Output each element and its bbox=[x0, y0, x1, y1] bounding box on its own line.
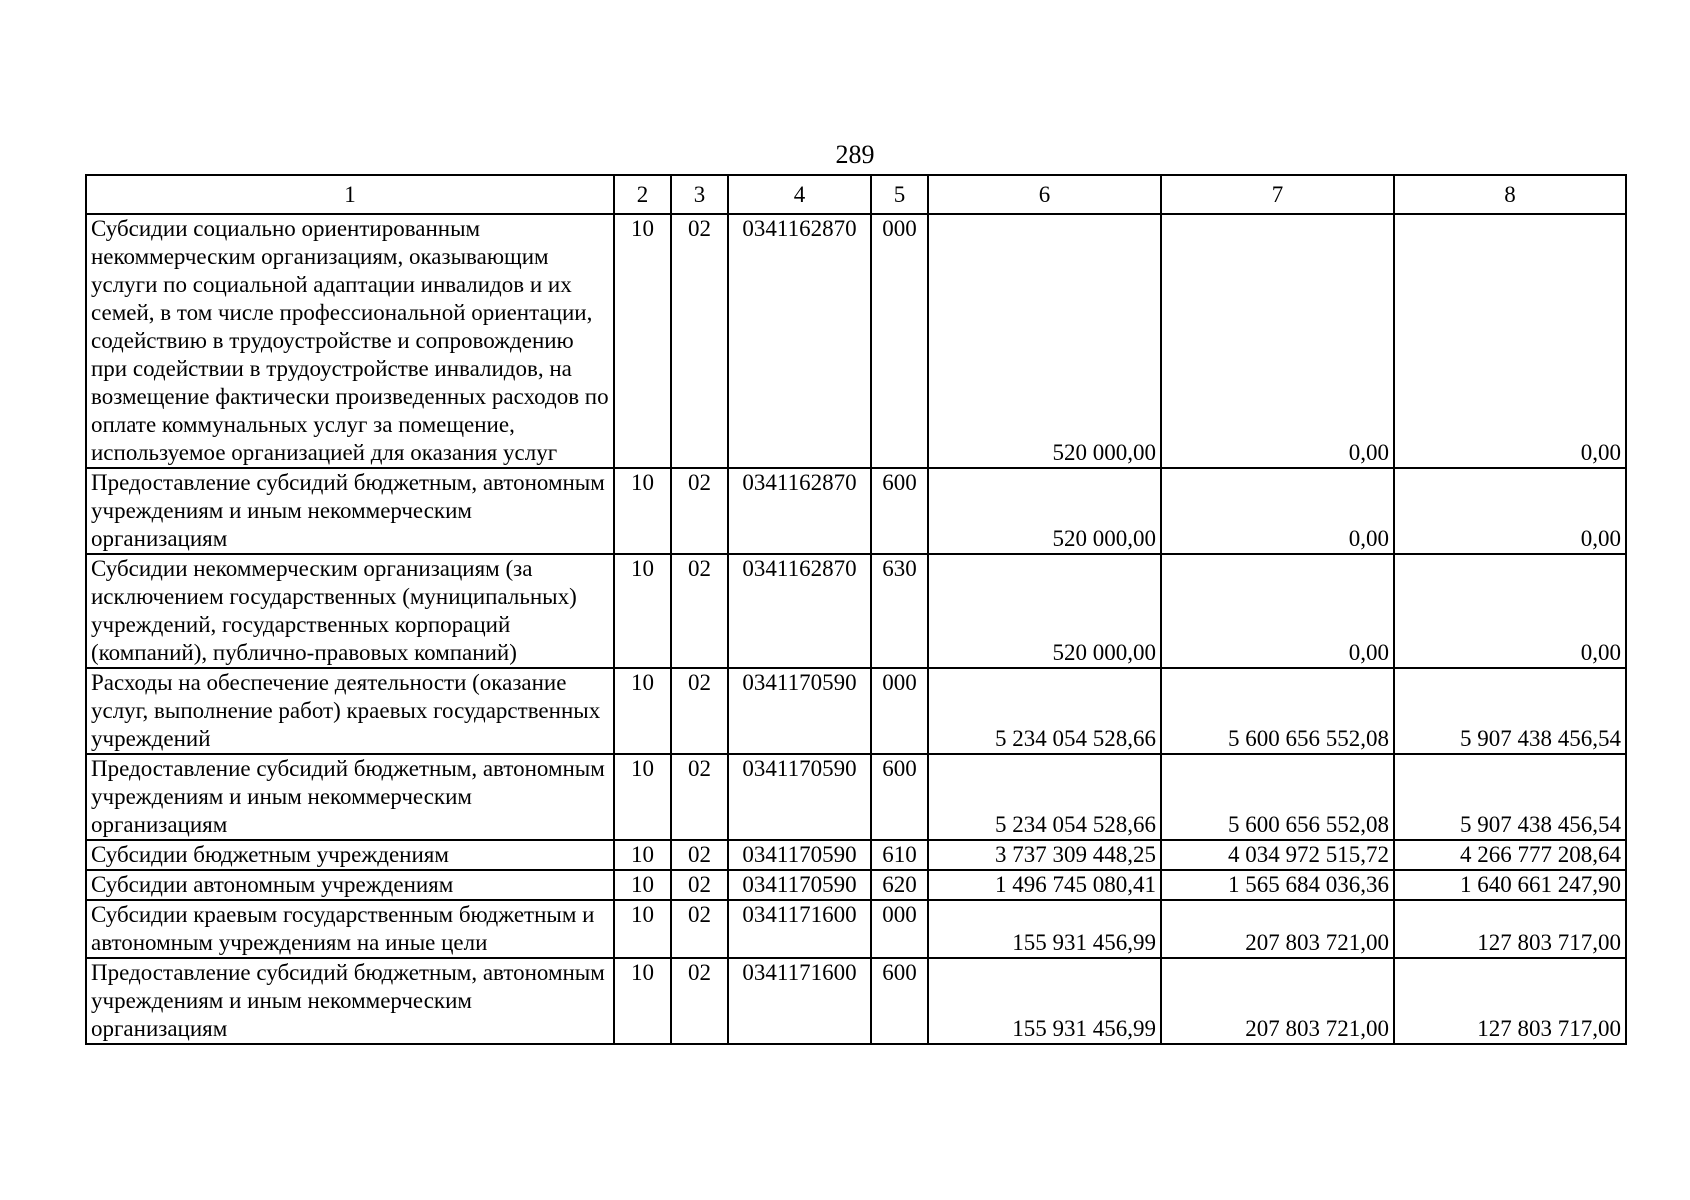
expense-type-code: 600 bbox=[871, 468, 928, 554]
expense-name: Предоставление субсидий бюджетным, автономным учреждениям и иным некоммерческим организациям bbox=[86, 958, 614, 1044]
expense-type-code: 610 bbox=[871, 840, 928, 870]
expense-type-code: 000 bbox=[871, 214, 928, 468]
subsection-code: 02 bbox=[671, 668, 728, 754]
expense-type-code: 000 bbox=[871, 668, 928, 754]
amount-col-8: 5 907 438 456,54 bbox=[1394, 754, 1626, 840]
target-article-code: 0341171600 bbox=[728, 900, 871, 958]
target-article-code: 0341170590 bbox=[728, 668, 871, 754]
target-article-code: 0341170590 bbox=[728, 870, 871, 900]
subsection-code: 02 bbox=[671, 870, 728, 900]
expense-name: Предоставление субсидий бюджетным, автономным учреждениям и иным некоммерческим организациям bbox=[86, 754, 614, 840]
amount-col-7: 0,00 bbox=[1161, 214, 1394, 468]
target-article-code: 0341170590 bbox=[728, 840, 871, 870]
section-code: 10 bbox=[614, 554, 671, 668]
table-row bbox=[86, 214, 1626, 468]
target-article-code: 0341162870 bbox=[728, 554, 871, 668]
expense-name: Субсидии некоммерческим организациям (за исключением государственных (муниципальных) учреждений, государственных корпораций (компаний), публично-правовых компаний) bbox=[86, 554, 614, 668]
amount-col-6: 520 000,00 bbox=[928, 554, 1161, 668]
table-row bbox=[86, 840, 1626, 870]
section-code: 10 bbox=[614, 870, 671, 900]
section-code: 10 bbox=[614, 840, 671, 870]
expense-name: Расходы на обеспечение деятельности (оказание услуг, выполнение работ) краевых государственных учреждений bbox=[86, 668, 614, 754]
amount-col-7: 0,00 bbox=[1161, 468, 1394, 554]
amount-col-7: 207 803 721,00 bbox=[1161, 958, 1394, 1044]
section-code: 10 bbox=[614, 900, 671, 958]
section-code: 10 bbox=[614, 668, 671, 754]
amount-col-6: 1 496 745 080,41 bbox=[928, 870, 1161, 900]
expense-type-code: 630 bbox=[871, 554, 928, 668]
header-cell: 8 bbox=[1394, 175, 1626, 214]
amount-col-7: 1 565 684 036,36 bbox=[1161, 870, 1394, 900]
header-cell: 7 bbox=[1161, 175, 1394, 214]
section-code: 10 bbox=[614, 754, 671, 840]
target-article-code: 0341170590 bbox=[728, 754, 871, 840]
expense-type-code: 000 bbox=[871, 900, 928, 958]
header-cell: 1 bbox=[86, 175, 614, 214]
amount-col-8: 0,00 bbox=[1394, 554, 1626, 668]
amount-col-8: 4 266 777 208,64 bbox=[1394, 840, 1626, 870]
amount-col-8: 5 907 438 456,54 bbox=[1394, 668, 1626, 754]
amount-col-6: 5 234 054 528,66 bbox=[928, 668, 1161, 754]
table-row bbox=[86, 900, 1626, 958]
table-row bbox=[86, 468, 1626, 554]
header-cell: 5 bbox=[871, 175, 928, 214]
amount-col-6: 155 931 456,99 bbox=[928, 958, 1161, 1044]
subsection-code: 02 bbox=[671, 468, 728, 554]
subsection-code: 02 bbox=[671, 958, 728, 1044]
amount-col-6: 5 234 054 528,66 bbox=[928, 754, 1161, 840]
subsection-code: 02 bbox=[671, 554, 728, 668]
expense-name: Субсидии социально ориентированным некоммерческим организациям, оказывающим услуги по социальной адаптации инвалидов и их семей, в том числе профессиональной ориентации, содействию в трудоустройстве и сопровождению при содействии в трудоустройстве инвалидов, на возмещение фактически произведенных расходов по оплате коммунальных услуг за помещение, используемое организацией для оказания услуг bbox=[86, 214, 614, 468]
amount-col-8: 127 803 717,00 bbox=[1394, 900, 1626, 958]
amount-col-8: 127 803 717,00 bbox=[1394, 958, 1626, 1044]
page-number: 289 bbox=[835, 140, 875, 169]
amount-col-6: 3 737 309 448,25 bbox=[928, 840, 1161, 870]
section-code: 10 bbox=[614, 214, 671, 468]
header-cell: 6 bbox=[928, 175, 1161, 214]
amount-col-6: 520 000,00 bbox=[928, 214, 1161, 468]
table-row bbox=[86, 754, 1626, 840]
expense-name: Субсидии автономным учреждениям bbox=[86, 870, 614, 900]
target-article-code: 0341171600 bbox=[728, 958, 871, 1044]
amount-col-8: 0,00 bbox=[1394, 214, 1626, 468]
amount-col-8: 1 640 661 247,90 bbox=[1394, 870, 1626, 900]
expense-type-code: 600 bbox=[871, 754, 928, 840]
header-cell: 4 bbox=[728, 175, 871, 214]
header-row bbox=[86, 175, 1626, 214]
subsection-code: 02 bbox=[671, 840, 728, 870]
expense-type-code: 600 bbox=[871, 958, 928, 1044]
budget-table bbox=[85, 174, 1627, 1045]
amount-col-7: 5 600 656 552,08 bbox=[1161, 754, 1394, 840]
amount-col-7: 0,00 bbox=[1161, 554, 1394, 668]
section-code: 10 bbox=[614, 468, 671, 554]
amount-col-6: 520 000,00 bbox=[928, 468, 1161, 554]
table-row bbox=[86, 554, 1626, 668]
amount-col-6: 155 931 456,99 bbox=[928, 900, 1161, 958]
subsection-code: 02 bbox=[671, 214, 728, 468]
table-row bbox=[86, 668, 1626, 754]
subsection-code: 02 bbox=[671, 900, 728, 958]
header-cell: 3 bbox=[671, 175, 728, 214]
header-cell: 2 bbox=[614, 175, 671, 214]
subsection-code: 02 bbox=[671, 754, 728, 840]
section-code: 10 bbox=[614, 958, 671, 1044]
expense-name: Субсидии бюджетным учреждениям bbox=[86, 840, 614, 870]
expense-type-code: 620 bbox=[871, 870, 928, 900]
target-article-code: 0341162870 bbox=[728, 214, 871, 468]
amount-col-7: 5 600 656 552,08 bbox=[1161, 668, 1394, 754]
table-row bbox=[86, 958, 1626, 1044]
amount-col-7: 4 034 972 515,72 bbox=[1161, 840, 1394, 870]
amount-col-8: 0,00 bbox=[1394, 468, 1626, 554]
target-article-code: 0341162870 bbox=[728, 468, 871, 554]
amount-col-7: 207 803 721,00 bbox=[1161, 900, 1394, 958]
table-row bbox=[86, 870, 1626, 900]
expense-name: Субсидии краевым государственным бюджетным и автономным учреждениям на иные цели bbox=[86, 900, 614, 958]
expense-name: Предоставление субсидий бюджетным, автономным учреждениям и иным некоммерческим организациям bbox=[86, 468, 614, 554]
